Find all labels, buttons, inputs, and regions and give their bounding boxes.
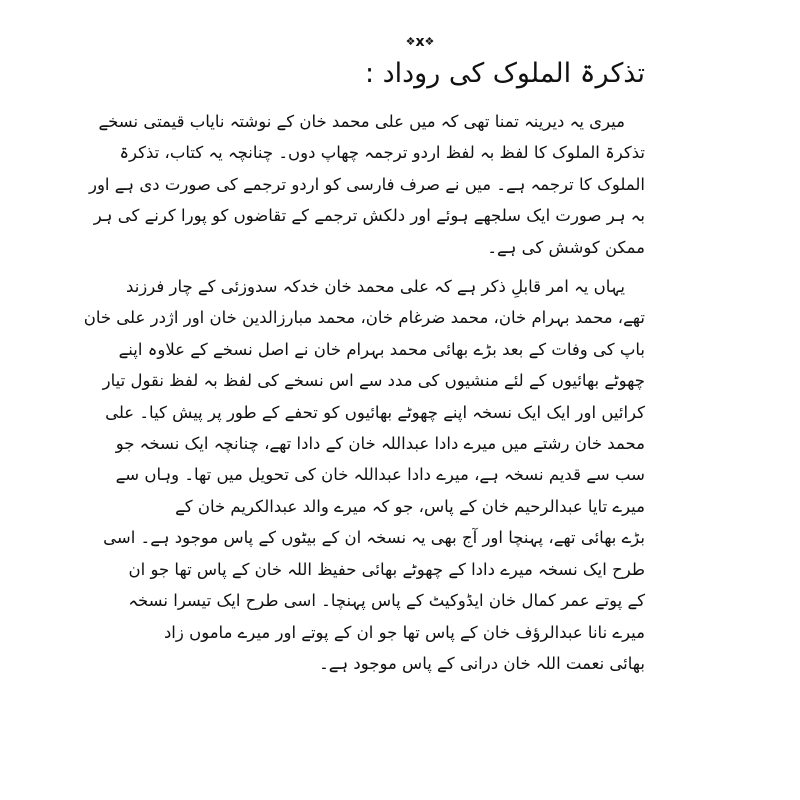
text-line: طرح ایک نسخہ میرے دادا کے چھوٹے بھائی حفیظ اللہ خان کے پاس تھا جو ان (128, 559, 645, 579)
page-number-marker (395, 34, 445, 50)
text-line: میرے تایا عبدالرحیم خان کے پاس، جو کہ میرے والد عبدالکریم خان کے (175, 496, 645, 516)
left-ornament-icon: ❖ (405, 35, 416, 48)
text-line: بڑے بھائی تھے، پہنچا اور آج بھی یہ نسخہ ان کے بیٹوں کے پاس موجود ہے۔ اسی (103, 528, 645, 548)
text-line: محمد خان رشتے میں میرے دادا عبداللہ خان کے دادا تھے، چنانچہ ایک نسخہ جو (115, 434, 645, 454)
text-line: میری یہ دیرینہ تمنا تھی کہ میں علی محمد خان کے نوشتہ نایاب قیمتی نسخے (98, 112, 625, 131)
page-number: x (415, 34, 425, 50)
right-ornament-icon: ❖ (424, 35, 435, 48)
text-line: چھوٹے بھائیوں کے لئے منشیوں کی مدد سے اس نسخے کی لفظ بہ لفظ نقول تیار (102, 371, 645, 391)
text-line: بھائی نعمت اللہ خان درانی کے پاس موجود ہے۔ (319, 653, 645, 673)
body-text (83, 106, 645, 679)
text-line: الملوک کا ترجمہ ہے۔ میں نے صرف فارسی کو اردو ترجمے کی صورت دی ہے اور (89, 174, 645, 194)
paragraph-1 (89, 106, 645, 263)
text-line: کے پوتے عمر کمال خان ایڈوکیٹ کے پاس پہنچا۔ اسی طرح ایک تیسرا نسخہ (128, 591, 645, 611)
text-line: ممکن کوشش کی ہے۔ (487, 237, 645, 257)
text-line: سب سے قدیم نسخہ ہے، میرے دادا عبداللہ خان کی تحویل میں تھا۔ وہاں سے (115, 465, 645, 485)
text-line: یہاں یہ امر قابلِ ذکر ہے کہ علی محمد خان خدکہ سدوزئی کے چار فرزند (126, 277, 625, 297)
text-line: میرے نانا عبدالرؤف خان کے پاس تھا جو ان کے پوتے اور میرے ماموں زاد (163, 622, 645, 642)
text-line: بہ ہر صورت ایک سلجھے ہوئے اور دلکش ترجمے کے تقاضوں کو پورا کرنے کی ہر (93, 206, 645, 226)
text-line: باپ کی وفات کے بعد بڑے بھائی محمد بہرام خان نے اصل نسخے کے علاوہ اپنے (118, 339, 645, 359)
text-line: تھے، محمد بہرام خان، محمد ضرغام خان، محمد مبارزالدین خان اور اژدر علی خان (83, 308, 645, 328)
section-heading: تذکرۃ الملوک کی روداد : (364, 58, 645, 89)
text-line: تذکرۃ الملوک کا لفظ بہ لفظ اردو ترجمہ چھاپ دوں۔ چنانچہ یہ کتاب، تذکرۃ (119, 143, 645, 163)
text-line: کرائیں اور ایک ایک نسخہ اپنے چھوٹے بھائیوں کو تحفے کے طور پر پیش کیا۔ علی (105, 402, 645, 422)
paragraph-2 (83, 271, 645, 679)
